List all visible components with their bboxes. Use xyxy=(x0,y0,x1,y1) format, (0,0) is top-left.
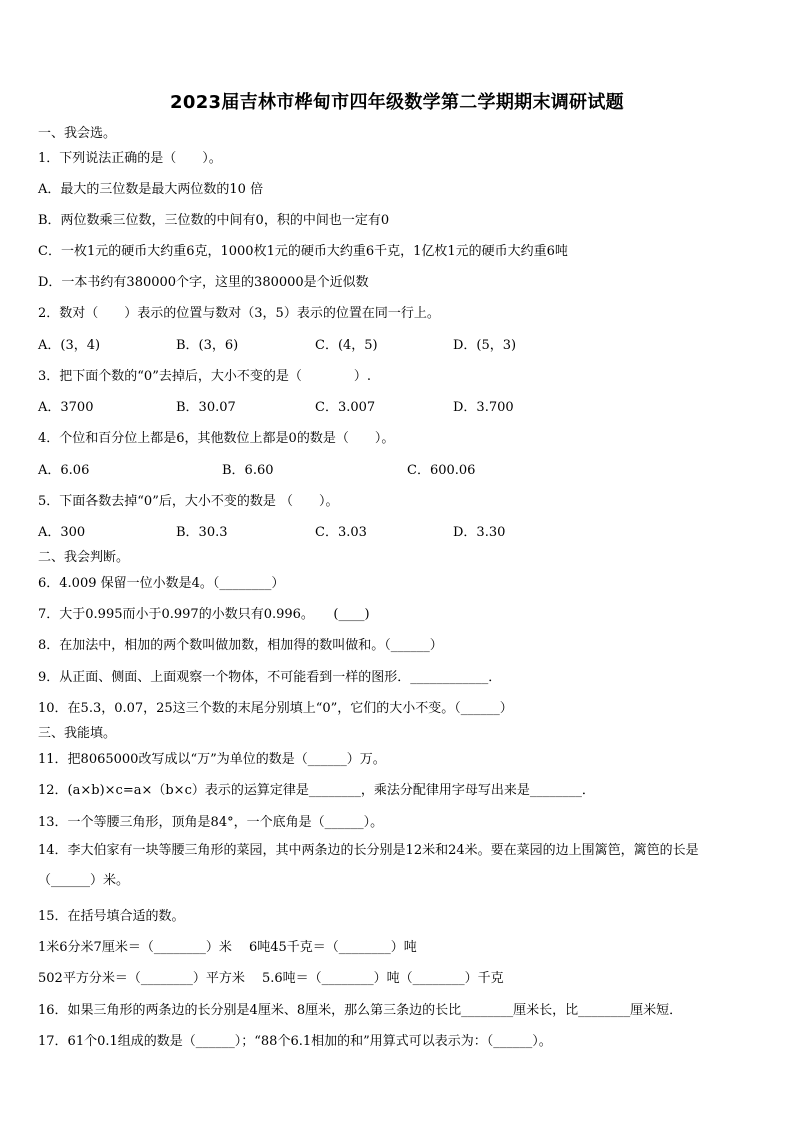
question-16: 16．如果三角形的两条边的长分别是4厘米、8厘米，那么第三条边的长比________厘米长，比________厘米短． xyxy=(38,1003,683,1018)
question-12: 12．(a×b)×c=a×（b×c）表示的运算定律是________，乘法分配律用字母写出来是________． xyxy=(38,783,595,798)
question-2: 2．数对（ ）表示的位置与数对（3，5）表示的位置在同一行上。 xyxy=(38,306,440,321)
q5-option-b: B．30.3 xyxy=(176,525,228,540)
question-17: 17．61个0.1组成的数是（______）；“88个6.1相加的和”用算式可以表示为：（______）。 xyxy=(38,1034,552,1049)
q3-option-c: C．3.007 xyxy=(315,400,376,415)
question-14: 14．李大伯家有一块等腰三角形的菜园，其中两条边的长分别是12米和24米。要在菜园的边上围篱笆，篱笆的长是（______）米。 xyxy=(38,843,699,888)
question-7: 7．大于0.995而小于0.997的小数只有0.996。 (____) xyxy=(38,607,370,622)
q1-option-d: D．一本书约有380000个字，这里的380000是个近似数 xyxy=(38,275,369,290)
question-11: 11．把8065000改写成以“万”为单位的数是（______）万。 xyxy=(38,752,386,767)
q1-option-a: A．最大的三位数是最大两位数的10 倍 xyxy=(38,182,264,197)
question-5: 5．下面各数去掉“0”后，大小不变的数是 （ ）。 xyxy=(38,494,339,509)
q3-option-d: D．3.700 xyxy=(453,400,514,415)
q5-option-d: D．3.30 xyxy=(453,525,506,540)
q1-option-c: C．一枚1元的硬币大约重6克，1000枚1元的硬币大约重6千克，1亿枚1元的硬币大约重6吨 xyxy=(38,244,568,259)
question-15-line-a: 1米6分米7厘米＝（________）米 6吨45千克＝（________）吨 xyxy=(38,940,417,955)
question-13: 13．一个等腰三角形，顶角是84°，一个底角是（______）。 xyxy=(38,815,384,830)
question-8: 8．在加法中，相加的两个数叫做加数，相加得的数叫做和。（______） xyxy=(38,638,443,653)
page-title: 2023届吉林市桦甸市四年级数学第二学期期末调研试题 xyxy=(170,92,624,113)
q4-option-c: C．600.06 xyxy=(407,463,476,478)
question-3: 3．把下面个数的“0”去掉后，大小不变的是（ ）. xyxy=(38,369,371,384)
question-6: 6．4.009 保留一位小数是4。（________） xyxy=(38,576,285,591)
section-3-heading: 三、我能填。 xyxy=(38,726,117,741)
question-15-line-b: 502平方分米＝（________）平方米 5.6吨＝（________）吨（________）千克 xyxy=(38,971,504,986)
q4-option-a: A．6.06 xyxy=(38,463,90,478)
q5-option-a: A．300 xyxy=(38,525,86,540)
q3-option-b: B．30.07 xyxy=(176,400,236,415)
q3-option-a: A．3700 xyxy=(38,400,94,415)
q2-option-b: B．(3，6) xyxy=(176,338,239,353)
section-2-heading: 二、我会判断。 xyxy=(38,550,130,565)
q2-option-d: D．(5，3) xyxy=(453,338,517,353)
question-15: 15．在括号填合适的数。 xyxy=(38,909,185,924)
q2-option-c: C．(4，5) xyxy=(315,338,378,353)
question-1: 1．下列说法正确的是（ ）。 xyxy=(38,151,222,166)
q2-option-a: A．(3，4) xyxy=(38,338,101,353)
section-1-heading: 一、我会选。 xyxy=(38,126,117,141)
question-10: 10．在5.3，0.07，25这三个数的末尾分别填上“0”，它们的大小不变。（______） xyxy=(38,701,513,716)
q4-option-b: B．6.60 xyxy=(222,463,274,478)
q1-option-b: B．两位数乘三位数，三位数的中间有0，积的中间也一定有0 xyxy=(38,213,390,228)
q5-option-c: C．3.03 xyxy=(315,525,367,540)
question-4: 4．个位和百分位上都是6，其他数位上都是0的数是（ ）。 xyxy=(38,431,395,446)
question-9: 9．从正面、侧面、上面观察一个物体，不可能看到一样的图形．____________． xyxy=(38,670,502,685)
